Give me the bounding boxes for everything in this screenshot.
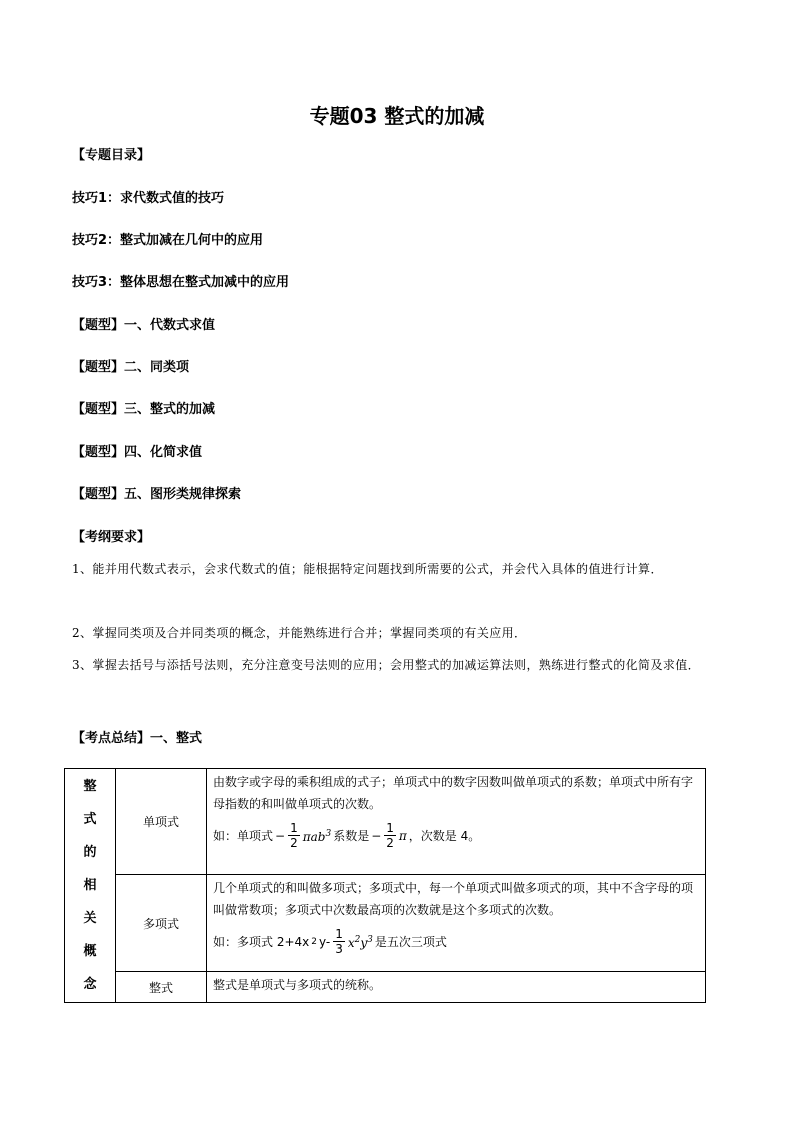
summary-header: 【考点总结】一、整式 — [72, 731, 203, 746]
catalog-item: 技巧3：整体思想在整式加减中的应用 — [72, 275, 290, 290]
catalog-item: 【题型】四、化简求值 — [72, 445, 203, 460]
exponent: 3 — [367, 935, 373, 946]
fraction — [288, 821, 300, 850]
variable-y: y — [360, 936, 368, 951]
definition-monomial — [207, 769, 706, 875]
side-char: 念 — [83, 977, 97, 992]
term-integral-expression: 整式 — [116, 972, 207, 1003]
side-label — [65, 769, 116, 1003]
catalog-item: 技巧2：整式加减在几何中的应用 — [72, 233, 264, 248]
pi-symbol: π — [398, 828, 407, 843]
fraction-denominator: 2 — [386, 836, 394, 850]
catalog-item: 【题型】二、同类项 — [72, 360, 190, 375]
example-mid: y- — [318, 934, 331, 949]
fraction-denominator: 3 — [335, 942, 343, 957]
variable-text: πab — [302, 830, 326, 844]
exponent: 3 — [325, 829, 332, 839]
fraction-numerator: 1 — [290, 821, 298, 835]
polynomial-term — [348, 929, 373, 954]
term-polynomial: 多项式 — [116, 875, 207, 972]
side-char: 概 — [83, 944, 97, 959]
fraction — [333, 927, 345, 956]
monomial-variables — [303, 823, 331, 848]
catalog-header: 【专题目录】 — [72, 148, 151, 163]
side-char: 式 — [83, 812, 97, 827]
definition-integral-expression: 整式是单项式与多项式的统称。 — [207, 972, 706, 1003]
requirements-header: 【考纲要求】 — [72, 530, 151, 545]
side-char: 整 — [83, 779, 97, 794]
polynomial-example — [213, 927, 699, 956]
term-monomial: 单项式 — [116, 769, 207, 875]
definition-text: 由数字或字母的乘积组成的式子；单项式中的数字因数叫做单项式的系数；单项式中所有字母指数的和叫做单项式的次数。 — [213, 775, 694, 811]
catalog-item: 【题型】三、整式的加减 — [72, 402, 216, 417]
coefficient-label: 系数是 — [333, 828, 370, 843]
fraction — [384, 821, 396, 850]
concept-table — [64, 768, 706, 1003]
fraction-denominator: 2 — [290, 836, 298, 850]
monomial-example — [213, 821, 699, 850]
requirement-item: 1、能并用代数式表示，会求代数式的值；能根据特定问题找到所需要的公式，并会代入具体的值进行计算． — [72, 562, 663, 576]
example-prefix: 如：单项式 — [213, 828, 274, 843]
catalog-item: 【题型】五、图形类规律探索 — [72, 487, 242, 502]
variable-x: x — [347, 936, 355, 951]
minus-sign: − — [275, 828, 286, 843]
requirement-item: 3、掌握去括号与添括号法则，充分注意变号法则的应用；会用整式的加减运算法则，熟练进行整式的化简及求值． — [72, 658, 701, 672]
example-prefix: 如：多项式 2+4x — [213, 934, 310, 949]
catalog-item: 技巧1：求代数式值的技巧 — [72, 191, 225, 206]
example-suffix: 是五次三项式 — [374, 934, 447, 949]
side-char: 关 — [83, 911, 97, 926]
fraction-numerator: 1 — [386, 821, 394, 835]
exponent: 2 — [311, 936, 317, 947]
definition-polynomial — [207, 875, 706, 972]
side-char: 相 — [83, 878, 97, 893]
fraction-numerator: 1 — [335, 927, 343, 942]
minus-sign: − — [371, 828, 382, 843]
degree-text: ，次数是 4。 — [408, 828, 481, 843]
definition-text: 几个单项式的和叫做多项式；多项式中，每一个单项式叫做多项式的项，其中不含字母的项叫做常数项；多项式中次数最高项的次数就是这个多项式的次数。 — [213, 881, 694, 918]
catalog-item: 【题型】一、代数式求值 — [72, 318, 216, 333]
requirement-item: 2、掌握同类项及合并同类项的概念，并能熟练进行合并；掌握同类项的有关应用． — [72, 626, 527, 640]
side-char: 的 — [83, 845, 97, 860]
exponent: 2 — [354, 935, 361, 946]
page-title: 专题03 整式的加减 — [309, 104, 485, 128]
